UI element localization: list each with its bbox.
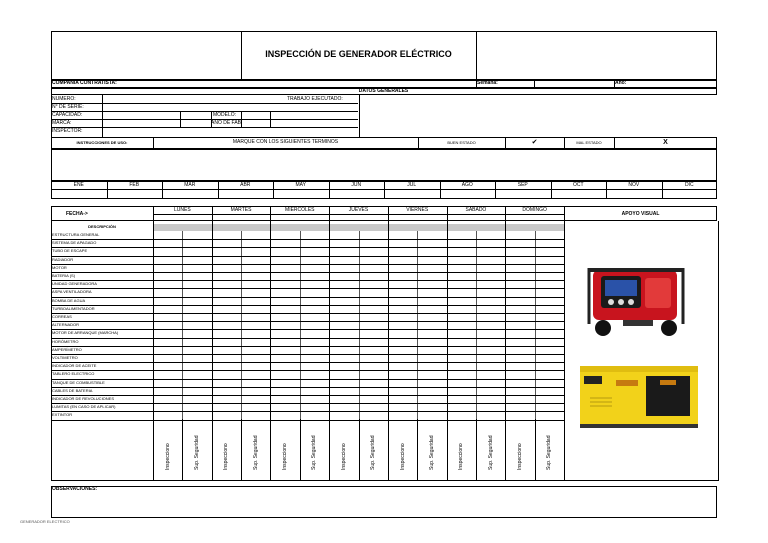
observaciones-label: OBSERVACIONES: <box>52 486 98 492</box>
item-label: RADIADOR <box>52 256 74 262</box>
inspecciono-label: Inspecciono <box>223 443 230 470</box>
month-ago: AGO <box>461 182 473 188</box>
datos-generales-heading: DATOS GENERALES <box>358 88 409 94</box>
marca-label: MARCA: <box>52 120 72 126</box>
item-label: CABLES DE BATERIA <box>52 387 93 393</box>
sup-seguridad-label: Sup. Seguridad <box>194 435 201 470</box>
instrucciones-text: MARQUE CON LOS SIGUIENTES TERMINOS <box>232 139 339 145</box>
item-label: ASPA VENTILADORA <box>52 289 92 295</box>
buen-estado-label: BUEN ESTADO <box>447 140 476 145</box>
day-sabado: SABADO <box>465 207 487 213</box>
sup-seguridad-label: Sup. Seguridad <box>487 435 494 470</box>
day-viernes: VIERNES <box>406 207 429 213</box>
inspecciono-label: Inspecciono <box>399 443 406 470</box>
descripcion-heading: DESCRIPCIÓN <box>88 224 116 229</box>
day-lunes: LUNES <box>174 207 191 213</box>
inspecciono-label: Inspecciono <box>282 443 289 470</box>
item-label: TUBO DE ESCAPE <box>52 248 88 254</box>
compania-label: COMPAÑÍA CONTRATISTA: <box>52 80 117 86</box>
month-abr: ABR <box>240 182 251 188</box>
item-label: TABLERO ELECTRICO <box>52 371 95 377</box>
item-label: BATERIA (S) <box>52 273 76 278</box>
buen-estado-mark: ✔ <box>531 139 538 146</box>
numero-label: NUMERO: <box>52 96 76 102</box>
sup-seguridad-label: Sup. Seguridad <box>311 435 318 470</box>
item-label: ALTERNADOR <box>52 322 80 328</box>
inspecciono-label: Inspecciono <box>458 443 465 470</box>
month-oct: OCT <box>572 182 584 188</box>
item-label: MOTOR DE ARRANQUE (MARCHA) <box>52 330 119 336</box>
capacidad-label: CAPACIDAD: <box>52 112 83 118</box>
footer-text: GENERADOR ELECTRICO <box>20 519 70 524</box>
portable-generator-image <box>583 258 689 338</box>
item-label: EXTINTOR <box>52 412 73 418</box>
inspecciono-label: Inspecciono <box>516 443 523 470</box>
month-jul: JUL <box>407 182 417 188</box>
item-label: INDICADOR DE REVOLUCIONES <box>52 396 115 401</box>
inspecciono-label: Inspecciono <box>164 443 171 470</box>
item-label: MOTOR <box>52 264 67 270</box>
mal-estado-mark: X <box>663 139 668 146</box>
instrucciones-label: INSTRUCCIONES DE USO: <box>76 140 128 145</box>
item-label: TANQUE DE COMBUSTIBLE <box>52 379 105 385</box>
day-domingo: DOMINGO <box>522 207 547 213</box>
industrial-generator-image <box>576 362 704 432</box>
month-may: MAY <box>295 182 306 188</box>
item-label: VOLTIMETRO <box>52 355 78 360</box>
trabajo-label: TRABAJO EJECUTADO: <box>287 96 343 102</box>
semana-label: Semana: <box>477 80 498 86</box>
item-label: BOMBA DE AGUA <box>52 297 86 303</box>
month-dic: DIC <box>684 182 694 188</box>
item-label: HORÓMETRO <box>52 338 79 344</box>
item-label: AMPERÍMETRO <box>52 346 82 352</box>
sup-seguridad-label: Sup. Seguridad <box>252 435 259 470</box>
anio-label: Año: <box>615 80 627 86</box>
item-label: UNIDAD GENERADORA <box>52 281 97 287</box>
sup-seguridad-label: Sup. Seguridad <box>370 435 377 470</box>
sup-seguridad-label: Sup. Seguridad <box>546 435 553 470</box>
modelo-label: MODELO: <box>213 112 237 118</box>
inspector-label: INSPECTOR: <box>52 128 83 134</box>
month-nov: NOV <box>628 182 640 188</box>
month-mar: MAR <box>184 182 196 188</box>
sup-seguridad-label: Sup. Seguridad <box>428 435 435 470</box>
item-label: SISTEMA DE APAGADO <box>52 240 97 246</box>
day-miercoles: MIERCOLES <box>285 207 315 213</box>
item-label: INDICADOR DE ACEITE <box>52 363 97 369</box>
item-label: TURBOALIMENTADOR <box>52 305 95 311</box>
page-title: INSPECCIÓN DE GENERADOR ELÉCTRICO <box>265 49 452 59</box>
month-feb: FEB <box>129 182 140 188</box>
mal-estado-label: MAL ESTADO <box>576 140 602 145</box>
fecha-label: FECHA-> <box>66 211 88 217</box>
month-ene: ENE <box>73 182 84 188</box>
item-label: CORREAS <box>52 314 72 319</box>
anio-fab-label: AÑO DE FAB: <box>211 120 243 126</box>
item-label: LUMITAS (EN CASO DE APLICAR) <box>52 404 116 410</box>
inspecciono-label: Inspecciono <box>340 443 347 470</box>
serie-label: N° DE SERIE: <box>52 104 84 110</box>
day-martes: MARTES <box>230 207 252 213</box>
day-jueves: JUEVES <box>348 207 369 213</box>
month-jun: JUN <box>351 182 362 188</box>
apoyo-visual-label: APOYO VISUAL <box>621 211 660 217</box>
item-label: ESTRUCTURA GENERAL <box>52 232 100 237</box>
month-sep: SEP <box>517 182 528 188</box>
